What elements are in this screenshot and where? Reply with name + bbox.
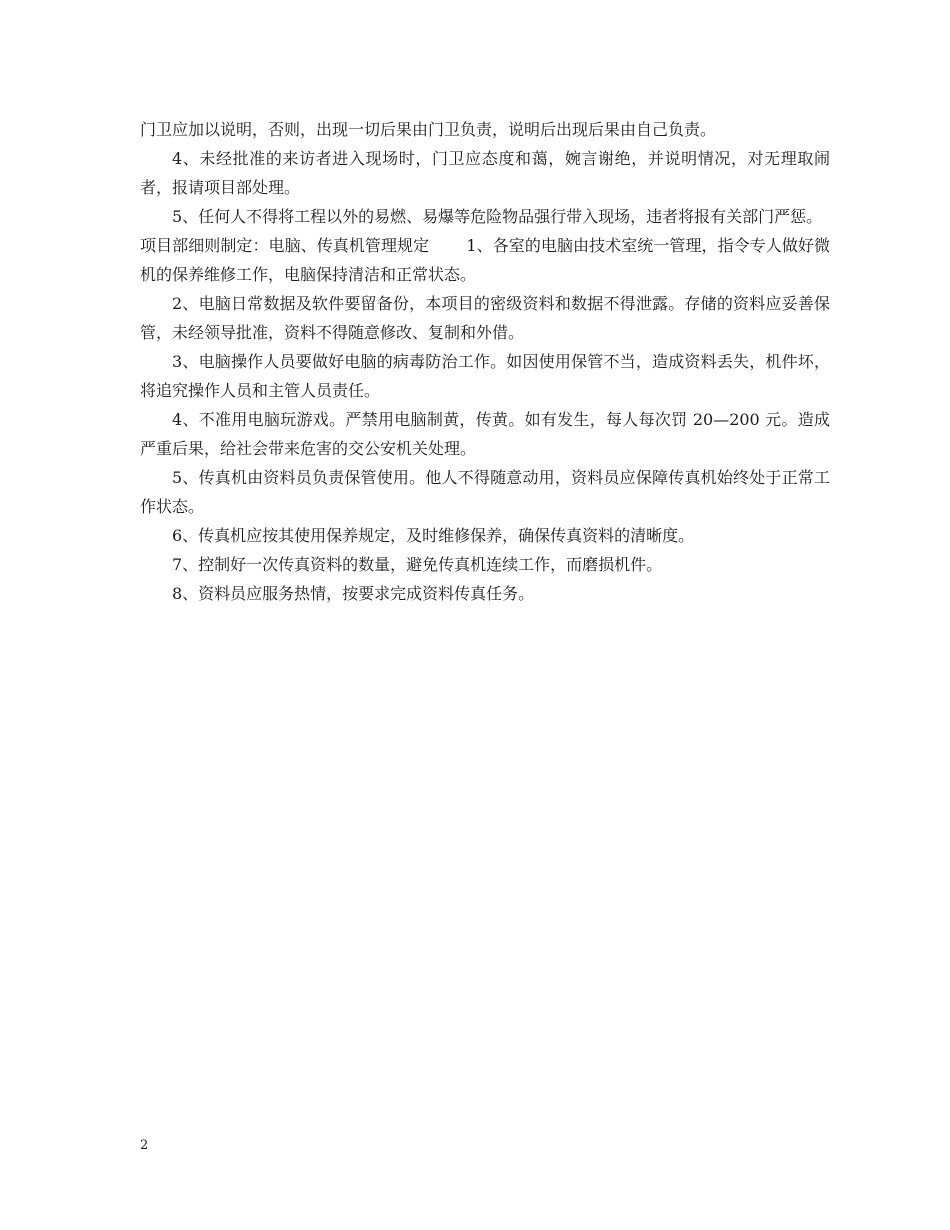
- paragraph-rule-8-service: 8、资料员应服务热情，按要求完成资料传真任务。: [172, 584, 535, 603]
- paragraph-rule-7-fax-volume: 7、控制好一次传真资料的数量，避免传真机连续工作，而磨损机件。: [172, 555, 663, 574]
- paragraph-rule-4-visitors: 4、未经批准的来访者进入现场时，门卫应态度和蔼，婉言谢绝，并说明情况，对无理取闹者，报请项目部处理。: [140, 149, 830, 197]
- page-number: 2: [140, 1138, 149, 1153]
- paragraph-gatekeeper-explanation: 门卫应加以说明，否则，出现一切后果由门卫负责，说明后出现后果由自己负责。: [140, 120, 717, 139]
- document-body: [140, 115, 830, 608]
- paragraph-rule-4-games: 4、不准用电脑玩游戏。严禁用电脑制黄，传黄。如有发生，每人每次罚 20—200 元。造成严重后果，给社会带来危害的交公安机关处理。: [140, 410, 830, 458]
- paragraph-rule-6-fax-maintenance: 6、传真机应按其使用保养规定，及时维修保养，确保传真资料的清晰度。: [172, 526, 695, 545]
- paragraph-rule-5-fax-custody: 5、传真机由资料员负责保管使用。他人不得随意动用，资料员应保障传真机始终处于正常工作状态。: [140, 468, 830, 516]
- paragraph-rule-2-backup: 2、电脑日常数据及软件要留备份，本项目的密级资料和数据不得泄露。存储的资料应妥善保管，未经领导批准，资料不得随意修改、复制和外借。: [140, 294, 830, 342]
- paragraph-computer-fax-rules-heading: 项目部细则制定：电脑、传真机管理规定 1、各室的电脑由技术室统一管理，指令专人做好微机的保养维修工作，电脑保持清洁和正常状态。: [140, 236, 830, 284]
- paragraph-rule-5-hazardous-goods: 5、任何人不得将工程以外的易燃、易爆等危险物品强行带入现场，违者将报有关部门严惩。: [172, 207, 823, 226]
- paragraph-rule-3-virus: 3、电脑操作人员要做好电脑的病毒防治工作。如因使用保管不当，造成资料丢失，机件坏，将追究操作人员和主管人员责任。: [140, 352, 830, 400]
